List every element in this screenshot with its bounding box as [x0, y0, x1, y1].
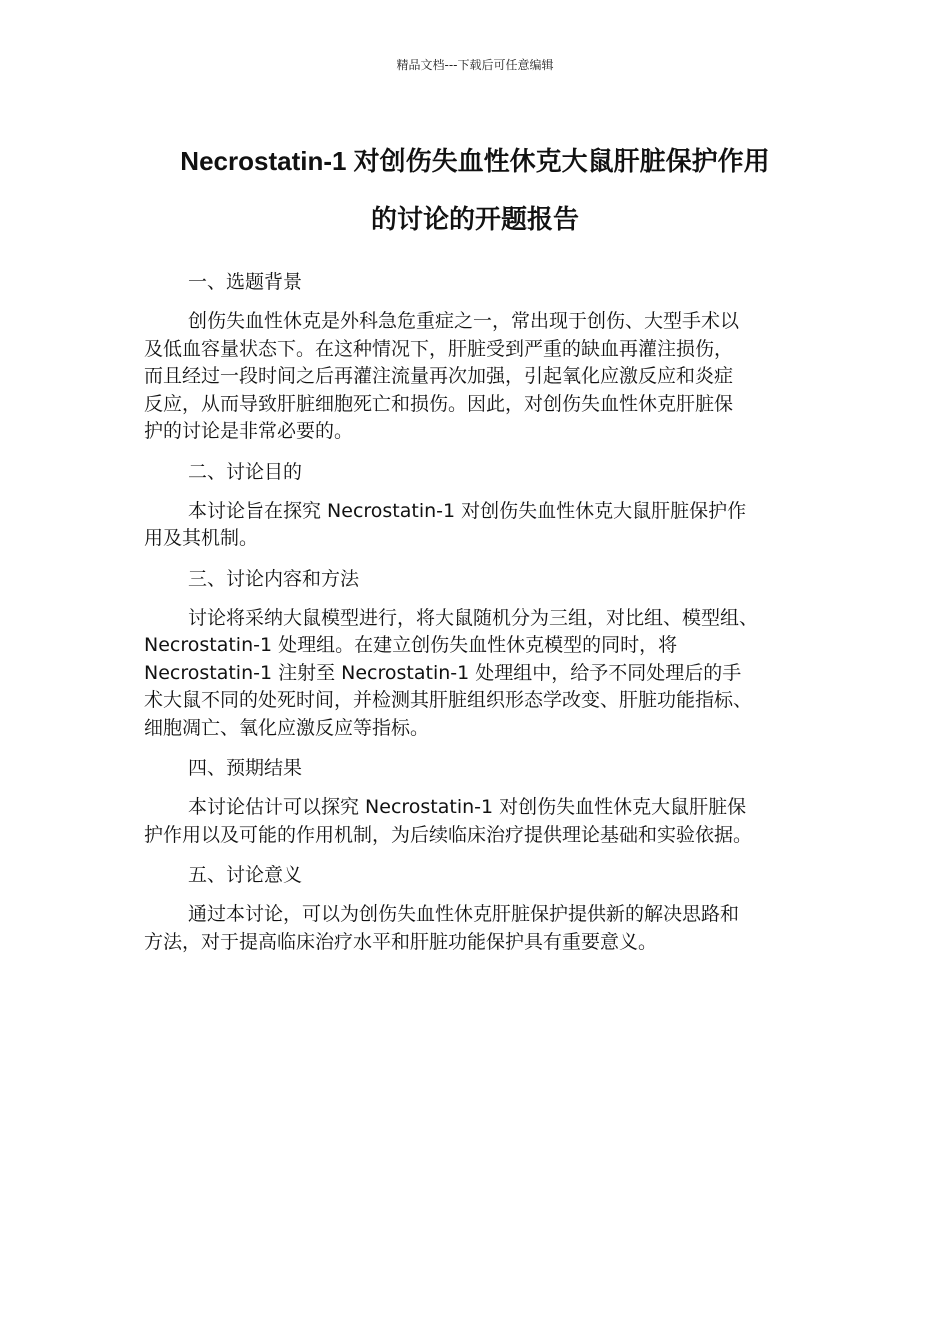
text-line: 用及其机制。 [144, 527, 259, 549]
page-header-note: 精品文档---下载后可任意编辑 [396, 58, 554, 72]
text-line: 细胞凋亡、氧化应激反应等指标。 [144, 716, 430, 739]
text-line: 护的讨论是非常必要的。 [144, 420, 354, 442]
paragraph-significance [144, 901, 806, 956]
paragraph-expected-results [144, 794, 806, 849]
section-heading-purpose: 二、讨论目的 [188, 460, 303, 483]
text-line: 通过本讨论，可以为创伤失血性休克肝脏保护提供新的解决思路和 [188, 903, 740, 925]
text-line: 术大鼠不同的处死时间，并检测其肝脏组织形态学改变、肝脏功能指标、 [144, 689, 753, 711]
text-line: Necrostatin-1 注射至 Necrostatin-1 处理组中，给予不同处理后的手 [144, 661, 742, 684]
text-line: 本讨论旨在探究 Necrostatin-1 对创伤失血性休克大鼠肝脏保护作 [188, 499, 747, 522]
section-heading-background: 一、选题背景 [188, 271, 303, 293]
document-title [130, 132, 820, 248]
text-line: 讨论将采纳大鼠模型进行，将大鼠随机分为三组，对比组、模型组、 [188, 606, 759, 629]
text-line: 本讨论估计可以探究 Necrostatin-1 对创伤失血性休克大鼠肝脏保 [188, 796, 747, 818]
title-line-2: 的讨论的开题报告 [370, 204, 579, 234]
section-heading-expected-results: 四、预期结果 [188, 757, 303, 779]
text-line: 及低血容量状态下。在这种情况下，肝脏受到严重的缺血再灌注损伤， [144, 337, 734, 360]
text-line: Necrostatin-1 处理组。在建立创伤失血性休克模型的同时，将 [144, 634, 678, 656]
section-heading-methods: 三、讨论内容和方法 [188, 567, 360, 590]
text-line: 创伤失血性休克是外科急危重症之一，常出现于创伤、大型手术以 [188, 310, 740, 332]
text-line: 而且经过一段时间之后再灌注流量再次加强，引起氧化应激反应和炎症 [144, 365, 734, 387]
text-line: 护作用以及可能的作用机制，为后续临床治疗提供理论基础和实验依据。 [144, 823, 753, 846]
paragraph-background [144, 308, 806, 446]
text-line: 方法，对于提高临床治疗水平和肝脏功能保护具有重要意义。 [144, 930, 658, 953]
title-line-1: Necrostatin-1 对创伤失血性休克大鼠肝脏保护作用 [180, 146, 770, 176]
text-line: 反应，从而导致肝脏细胞死亡和损伤。因此，对创伤失血性休克肝脏保 [144, 392, 734, 415]
paragraph-methods [144, 605, 806, 743]
section-heading-significance: 五、讨论意义 [188, 864, 303, 886]
paragraph-purpose [144, 498, 806, 553]
document-body [144, 268, 806, 968]
